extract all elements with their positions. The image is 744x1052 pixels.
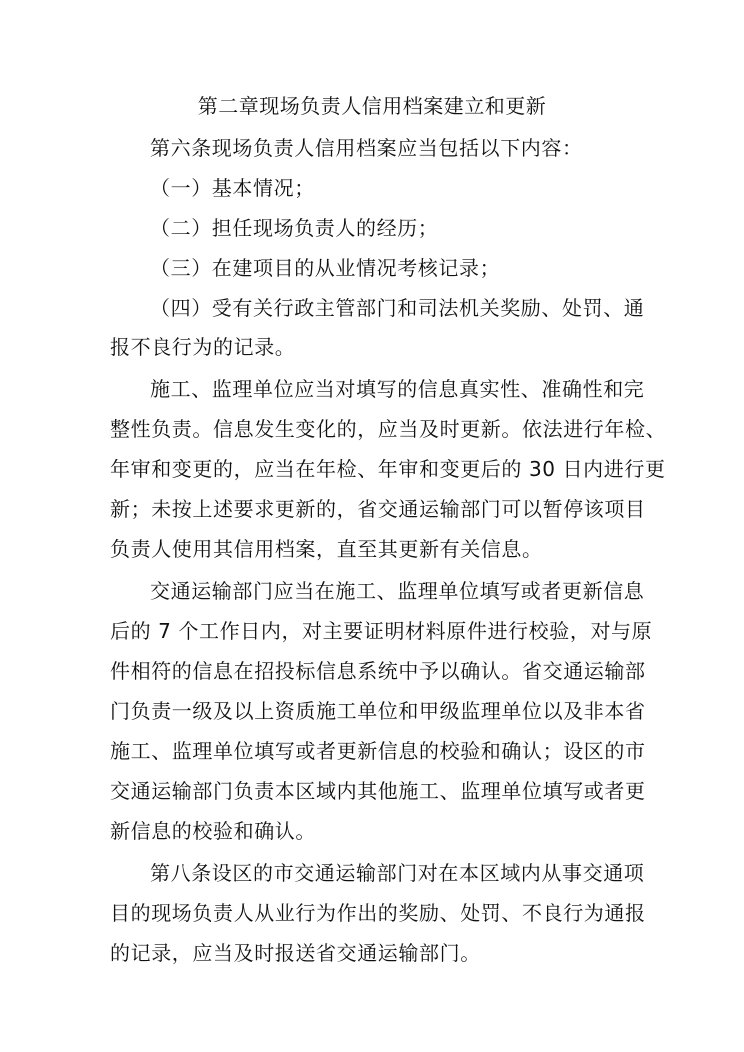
- para-verify-line: 施工、监理单位填写或者更新信息的校验和确认；设区的市: [110, 739, 646, 763]
- article6-item-2: （二）担任现场负责人的经历；: [150, 216, 439, 240]
- para-verify-line: 件相符的信息在招投标信息系统中予以确认。省交通运输部: [110, 659, 646, 683]
- para-update-line: 施工、监理单位应当对填写的信息真实性、准确性和完: [150, 377, 645, 401]
- para-update-line: 年审和变更的，应当在年检、年审和变更后的 30 日内进行更: [110, 457, 666, 481]
- para-verify-line: 交通运输部门应当在施工、监理单位填写或者更新信息: [150, 579, 645, 603]
- article8-line: 第八条设区的市交通运输部门对在本区域内从事交通项: [150, 861, 645, 885]
- article6-item-1: （一）基本情况；: [150, 176, 315, 200]
- article8-line: 的记录，应当及时报送省交通运输部门。: [110, 941, 481, 965]
- para-verify-line: 后的 7 个工作日内，对主要证明材料原件进行校验，对与原: [110, 619, 653, 643]
- para-update-line: 新；未按上述要求更新的，省交通运输部门可以暂停该项目: [110, 497, 646, 521]
- para-update-line: 整性负责。信息发生变化的，应当及时更新。依法进行年检、: [110, 417, 667, 441]
- article6-item-4-cont: 报不良行为的记录。: [110, 335, 296, 359]
- para-verify-line: 交通运输部门负责本区域内其他施工、监理单位填写或者更: [110, 779, 646, 803]
- para-verify-line: 新信息的校验和确认。: [110, 819, 316, 843]
- article6-item-4: （四）受有关行政主管部门和司法机关奖励、处罚、通: [150, 296, 645, 320]
- article6-heading: 第六条现场负责人信用档案应当包括以下内容：: [150, 136, 583, 160]
- article6-item-3: （三）在建项目的从业情况考核记录；: [150, 256, 501, 280]
- article8-line: 目的现场负责人从业行为作出的奖励、处罚、不良行为通报: [110, 901, 646, 925]
- para-verify-line: 门负责一级及以上资质施工单位和甲级监理单位以及非本省: [110, 699, 646, 723]
- para-update-line: 负责人使用其信用档案，直至其更新有关信息。: [110, 537, 543, 561]
- chapter-title: 第二章现场负责人信用档案建立和更新: [197, 94, 547, 118]
